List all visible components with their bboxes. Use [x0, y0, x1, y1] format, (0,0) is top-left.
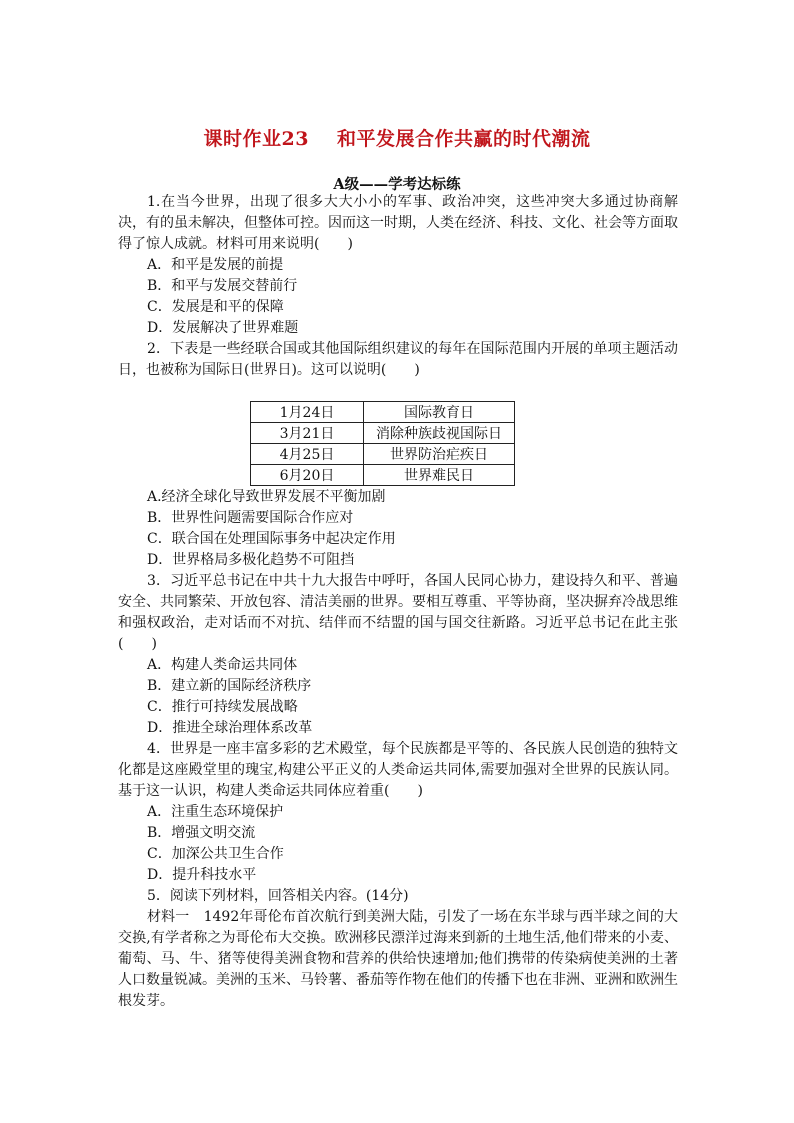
section-heading: A级——学考达标练 — [333, 176, 461, 193]
table-row — [251, 465, 515, 486]
question-4-stem: 4．世界是一座丰富多彩的艺术殿堂，每个民族都是平等的、各民族人民创造的独特文化都是这座殿堂里的瑰宝,构建公平正义的人类命运共同体,需要加强对全世界的民族认同。基于这一认识，构建人类命运共同体应着重( ) — [118, 741, 678, 799]
title-topic: 和平发展合作共赢的时代潮流 — [336, 128, 591, 150]
question-3-option-b: B．建立新的国际经济秩序 — [147, 678, 312, 694]
question-1-stem: 1.在当今世界，出现了很多大大小小的军事、政治冲突，这些冲突大多通过协商解决，有的虽未解决，但整体可控。因而这一时期，人类在经济、科技、文化、社会等方面取得了惊人成就。材料可用来说明( ) — [118, 194, 678, 252]
table-cell-date: 4月25日 — [251, 444, 364, 465]
table-row — [251, 423, 515, 444]
question-4 — [118, 739, 678, 886]
question-1-option-d: D．发展解决了世界难题 — [147, 320, 299, 336]
table-cell-name: 消除种族歧视国际日 — [364, 423, 515, 444]
question-3 — [118, 571, 678, 739]
question-5 — [118, 886, 678, 1012]
table-row — [251, 444, 515, 465]
international-days-table — [250, 401, 515, 486]
question-3-option-c: C．推行可持续发展战略 — [147, 699, 298, 715]
question-1 — [118, 192, 678, 339]
question-2-option-b: B．世界性问题需要国际合作应对 — [147, 510, 354, 526]
question-3-stem: 3．习近平总书记在中共十九大报告中呼吁，各国人民同心协力，建设持久和平、普遍安全、共同繁荣、开放包容、清洁美丽的世界。要相互尊重、平等协商，坚决摒弃冷战思维和强权政治，走对话而不对抗、结伴而不结盟的国与国交往新路。习近平总书记在此主张( ) — [118, 573, 678, 652]
question-2-option-c: C．联合国在处理国际事务中起决定作用 — [147, 531, 396, 547]
table-cell-date: 3月21日 — [251, 423, 364, 444]
table-cell-date: 6月20日 — [251, 465, 364, 486]
page-title — [0, 124, 794, 151]
question-4-option-d: D．提升科技水平 — [147, 867, 257, 883]
question-1-option-b: B．和平与发展交替前行 — [147, 278, 298, 294]
question-2-stem: 2．下表是一些经联合国或其他国际组织建议的每年在国际范围内开展的单项主题活动日，也被称为国际日(世界日)。这可以说明( ) — [118, 341, 678, 378]
question-2-options — [118, 487, 678, 571]
table-row — [251, 402, 515, 423]
title-lesson: 课时作业23 — [203, 128, 309, 150]
question-3-option-a: A．构建人类命运共同体 — [147, 657, 298, 673]
table-cell-name: 世界防治疟疾日 — [364, 444, 515, 465]
question-2-option-a: A.经济全球化导致世界发展不平衡加剧 — [147, 489, 386, 505]
question-2-stem-block — [118, 339, 678, 381]
question-5-stem: 5．阅读下列材料，回答相关内容。(14分) — [147, 888, 409, 904]
question-1-option-a: A．和平是发展的前提 — [147, 257, 284, 273]
question-4-option-a: A．注重生态环境保护 — [147, 804, 284, 820]
question-4-option-b: B．增强文明交流 — [147, 825, 256, 841]
question-5-material-1: 材料一 1492年哥伦布首次航行到美洲大陆，引发了一场在东半球与西半球之间的大交换,有学者称之为哥伦布大交换。欧洲移民漂洋过海来到新的土地生活,他们带来的小麦、葡萄、马、牛、猪等使得美洲食物和营养的供给快速增加;他们携带的传染病使美洲的土著人口数量锐减。美洲的玉米、马铃薯、番茄等作物在他们的传播下也在非洲、亚洲和欧洲生根发芽。 — [118, 909, 678, 1009]
question-3-option-d: D．推进全球治理体系改革 — [147, 720, 313, 736]
table-cell-name: 国际教育日 — [364, 402, 515, 423]
question-2-option-d: D．世界格局多极化趋势不可阻挡 — [147, 552, 355, 568]
table-cell-name: 世界难民日 — [364, 465, 515, 486]
question-1-option-c: C．发展是和平的保障 — [147, 299, 284, 315]
table-cell-date: 1月24日 — [251, 402, 364, 423]
question-4-option-c: C．加深公共卫生合作 — [147, 846, 284, 862]
